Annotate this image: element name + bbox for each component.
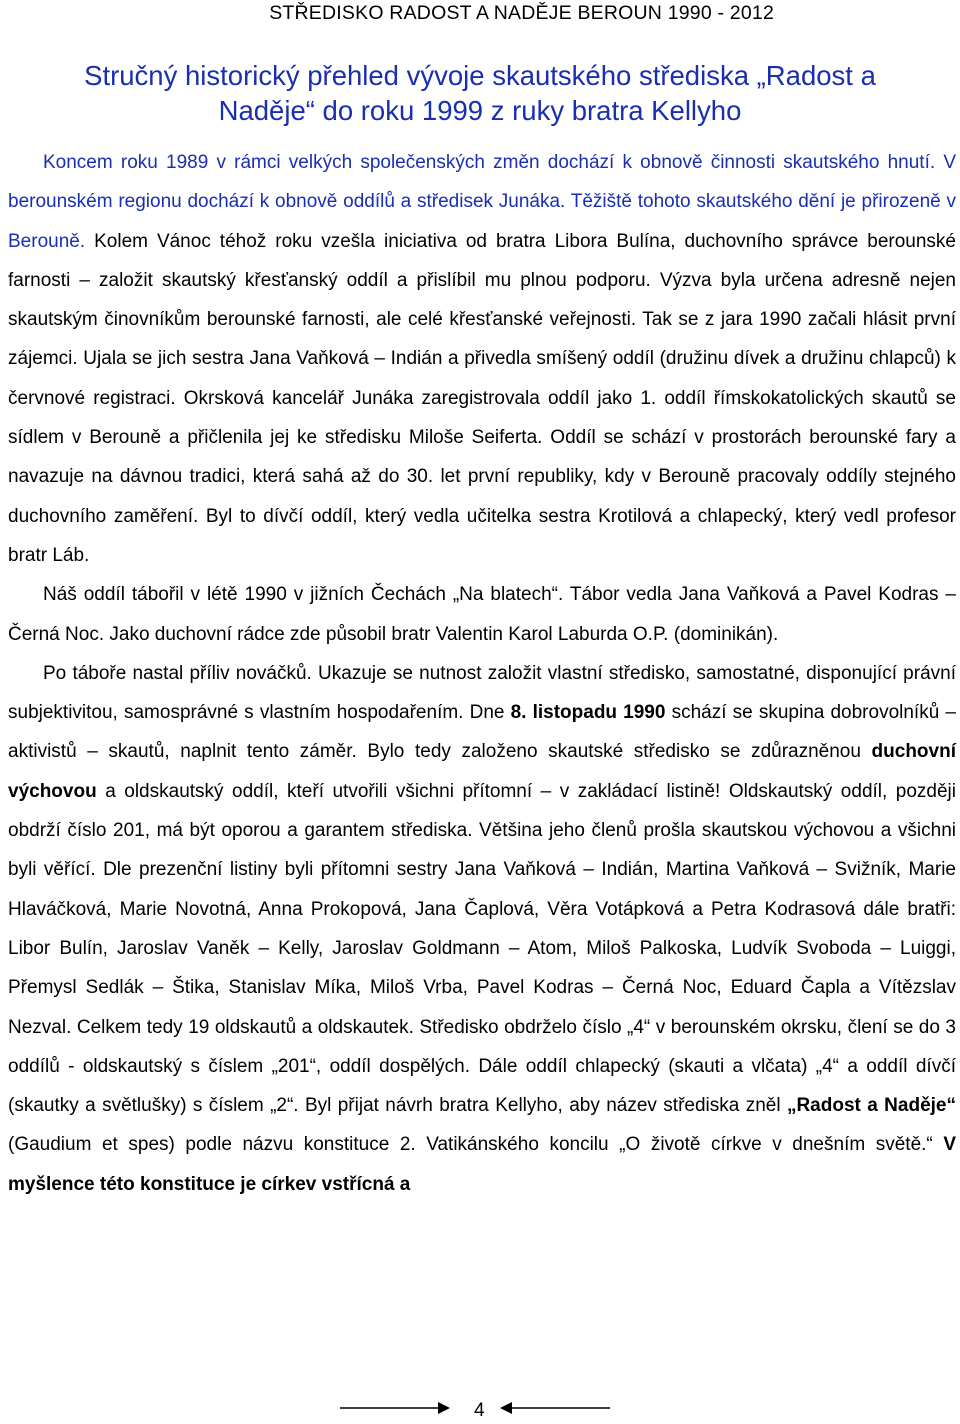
paragraph-3-part-g: (Gaudium et spes) podle názvu konstituce 2. Vatikánského koncilu „O životě církve v dnešním světě.“ [8,1134,944,1156]
paragraph-2: Náš oddíl tábořil v létě 1990 v jižních Čechách „Na blatech“. Tábor vedla Jana Vaňková a Pavel Kodras – Černá Noc. Jako duchovní rádce zde působil bratr Valentin Karol Laburda O.P. (dominikán). [8,584,956,645]
paragraph-1-text: Kolem Vánoc téhož roku vzešla iniciativa od bratra Libora Bulína, duchovního správce berounské farnosti – založit skautský křesťanský oddíl a přislíbil mu plnou podporu. Výzva byla určena adresně nejen skautským činovníkům berounské farnosti, ale celé křesťanské veřejnosti. Tak se z jara 1990 začali hlásit první zájemci. Ujala se jich sestra Jana Vaňková – Indián a přivedla smíšený oddíl (družinu dívek a družinu chlapců) k červnové registraci. Okrsková kancelář Junáka zaregistrovala oddíl jako 1. oddíl římskokatolických skautů se sídlem v Berouně a přičlenila jej ke středisku Miloše Seiferta. Oddíl se schází v prostorách berounské fary a navazuje na dávnou tradici, která sahá až do 30. let první republiky, kdy v Berouně pracovaly oddíly stejného duchovního zaměření. Byl to dívčí oddíl, který vedla učitelka sestra Krotilová a chlapecký, který vedl profesor bratr Láb. [8,230,956,566]
paragraph-3-name: „Radost a Naděje“ [786,1095,956,1117]
page-footer [0,1396,960,1424]
title-line-2: Naděje“ do roku 1999 z ruky bratra Kellyho [218,95,742,126]
title-line-1: Stručný historický přehled vývoje skautského střediska „Radost a [84,60,876,91]
paragraph-3 [8,654,956,1204]
document-body [8,143,956,1204]
document-title [0,58,960,128]
arrow-right-icon [500,1396,610,1420]
paragraph-3-part-c: schází se skupina dobrovolníků – aktivistů – skautů, naplnit tento záměr. Bylo tedy založeno skautské středisko se zdůrazněnou [8,702,956,763]
arrow-left-icon [340,1396,450,1420]
header-title: STŘEDISKO RADOST A NADĚJE BEROUN 1990 - 2012 [269,2,774,24]
page-number: 4 [474,1400,485,1421]
paragraph-1-highlight: Koncem roku 1989 v rámci velkých společenských změn dochází k obnově činnosti skautského hnutí. V berounském regionu dochází k obnově oddílů a středisek Junáka. Těžiště tohoto skautského dění je přirozeně v Berouně. [8,152,956,252]
paragraph-3-part-a: Po táboře nastal příliv nováčků. Ukazuje se nutnost založit vlastní středisko, samostatné, disponující právní subjektivitou, samosprávné s vlastním hospodařením. Dne [8,662,956,724]
paragraph-3-emphasis: duchovní výchovou [8,741,956,802]
page-header [0,0,960,31]
paragraph-3-part-e: a oldskautský oddíl, kteří utvořili všichni přítomní – v zakládací listině! Oldskautský oddíl, později obdrží číslo 201, má být oporou a garantem střediska. Většina jeho členů prošla skautskou výchovou a všichni byli věřící. Dle prezenční listiny byli přítomni sestry Jana Vaňková – Indián, Martina Vaňková – Svižník, Marie Hlaváčková, Marie Novotná, Anna Prokopová, Jana Čaplová, Věra Votápková a Petra Kodrasová dále bratři: Libor Bulín, Jaroslav Vaněk – Kelly, Jaroslav Goldmann – Atom, Miloš Palkoska, Ludvík Svoboda – Luiggi, Přemysl Sedlák – Štika, Stanislav Míka, Miloš Vrba, Pavel Kodras – Černá Noc, Eduard Čapla a Vítězslav Nezval. Celkem tedy 19 oldskautů a oldskautek. Středisko obdrželo číslo „4“ v berounském okrsku, člení se do 3 oddílů - oldskautský s číslem „201“, oddíl dospělých. Dále oddíl chlapecký (skauti a vlčata) „4“ a oddíl dívčí (skautky a světlušky) s číslem „2“. Byl přijat návrh bratra Kellyho, aby název střediska zněl [8,780,956,1117]
paragraph-3-closing: V myšlence této konstituce je církev vstřícná a [8,1134,956,1195]
paragraph-1 [8,143,956,575]
paragraph-3-date: 8. listopadu 1990 [510,702,666,724]
